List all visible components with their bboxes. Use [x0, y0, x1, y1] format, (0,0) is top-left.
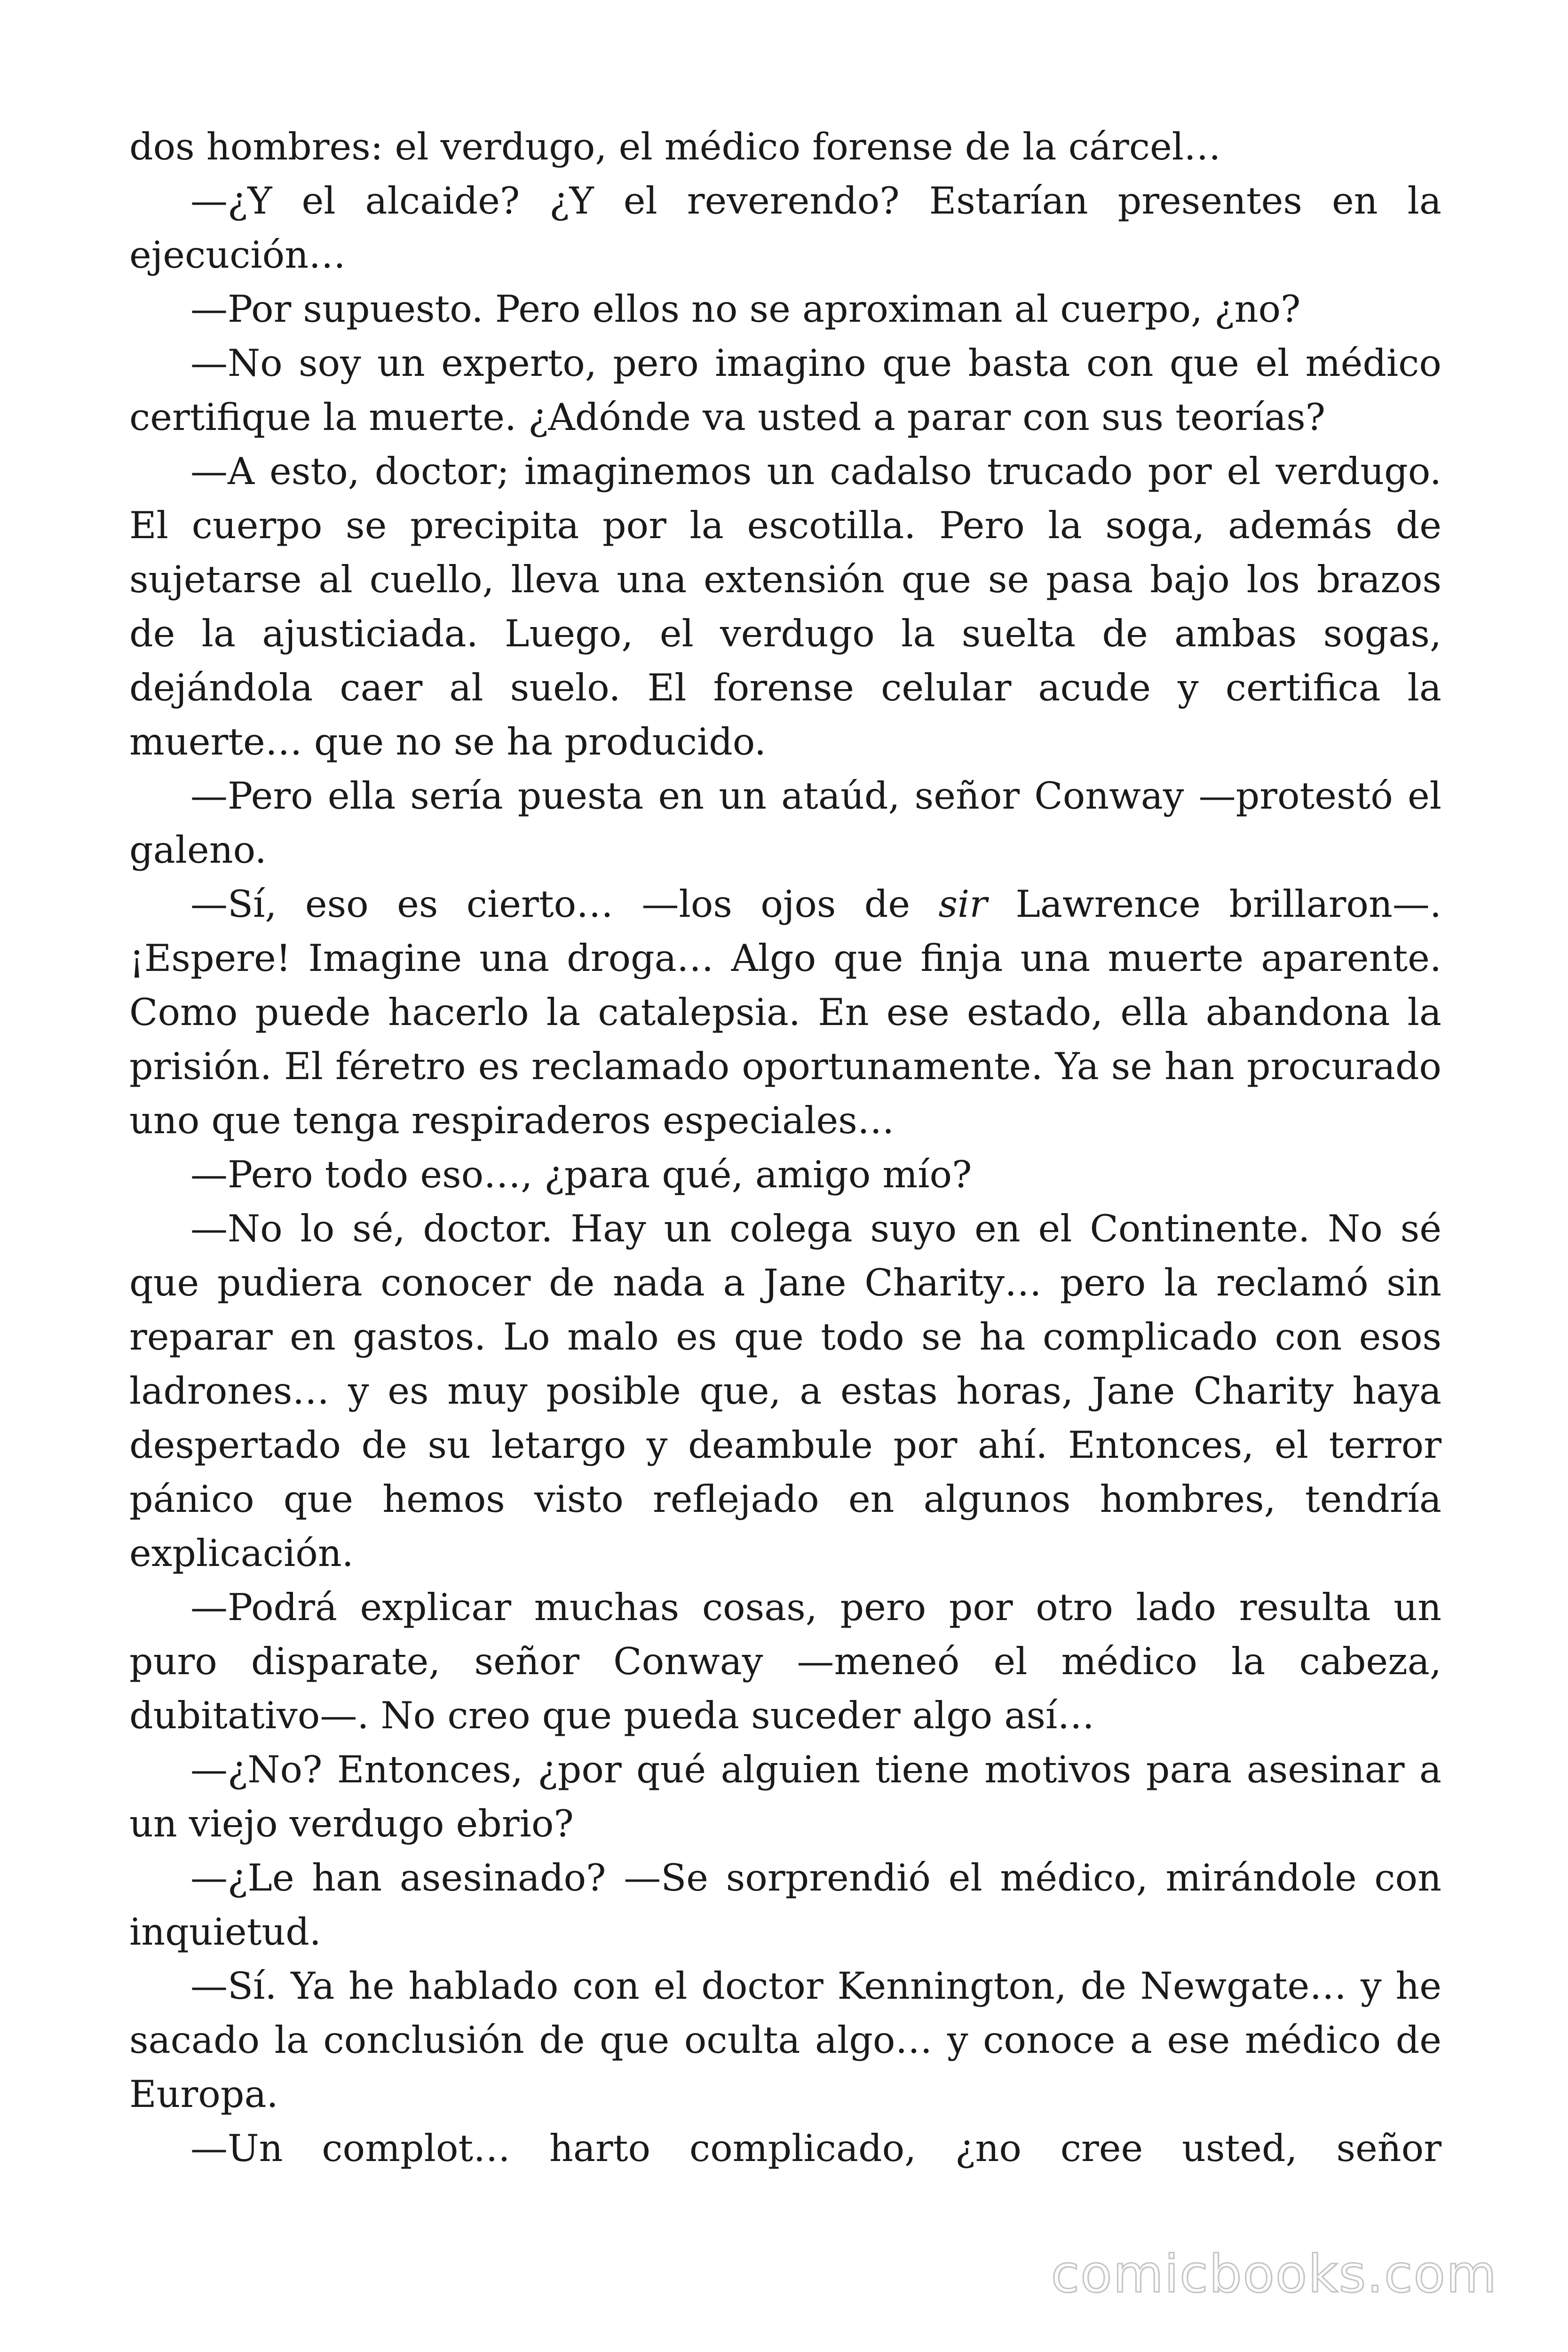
- paragraph: —¿Le han asesinado? —Se sorprendió el médico, mirándole con inquietud.: [129, 1856, 1441, 1954]
- paragraph: —Un complot… harto complicado, ¿no cree usted, señor: [190, 2127, 1441, 2170]
- paragraph: —A esto, doctor; imaginemos un cadalso trucado por el verdugo. El cuerpo se precipita por la escotilla. Pero la soga, además de sujetarse al cuello, lleva una extensión que se pasa bajo los brazos de la ajusticiada. Luego, el verdugo la suelta de ambas sogas, dejándola caer al suelo. El forense celular acude y certifica la muerte… que no se ha producido.: [129, 450, 1441, 763]
- paragraph: —¿Y el alcaide? ¿Y el reverendo? Estarían presentes en la ejecución…: [129, 179, 1441, 277]
- paragraph: —Pero todo eso…, ¿para qué, amigo mío?: [190, 1153, 972, 1196]
- italic-title: sir: [938, 882, 988, 926]
- paragraph: dos hombres: el verdugo, el médico forense de la cárcel…: [129, 125, 1221, 168]
- body-text: [129, 120, 1441, 2176]
- paragraph: —No lo sé, doctor. Hay un colega suyo en el Continente. No sé que pudiera conocer de nada a Jane Charity… pero la reclamó sin reparar en gastos. Lo malo es que todo se ha complicado con esos ladrones… y es muy posible que, a estas horas, Jane Charity haya despertado de su letargo y deambule por ahí. Entonces, el terror pánico que hemos visto reflejado en algunos hombres, tendría explicación.: [129, 1207, 1441, 1575]
- paragraph: —Pero ella sería puesta en un ataúd, señor Conway —protestó el galeno.: [129, 774, 1441, 872]
- watermark-logo: comicbooks.com: [1051, 2244, 1497, 2304]
- paragraph: —¿No? Entonces, ¿por qué alguien tiene motivos para asesinar a un viejo verdugo ebrio?: [129, 1748, 1441, 1845]
- paragraph: —Sí, eso es cierto… —los ojos de sir Lawrence brillaron—. ¡Espere! Imagine una droga… Algo que finja una muerte aparente. Como puede hacerlo la catalepsia. En ese estado, ella abandona la prisión. El féretro es reclamado oportunamente. Ya se han procurado uno que tenga respiraderos especiales…: [129, 882, 1441, 1142]
- paragraph: —Sí. Ya he hablado con el doctor Kennington, de Newgate… y he sacado la conclusión de que oculta algo… y conoce a ese médico de Europa.: [129, 1964, 1441, 2116]
- paragraph: —No soy un experto, pero imagino que basta con que el médico certifique la muerte. ¿Adónde va usted a parar con sus teorías?: [129, 342, 1441, 439]
- paragraph: —Podrá explicar muchas cosas, pero por otro lado resulta un puro disparate, señor Conway —meneó el médico la cabeza, dubitativo—. No creo que pueda suceder algo así…: [129, 1586, 1441, 1737]
- paragraph: —Por supuesto. Pero ellos no se aproximan al cuerpo, ¿no?: [190, 287, 1301, 331]
